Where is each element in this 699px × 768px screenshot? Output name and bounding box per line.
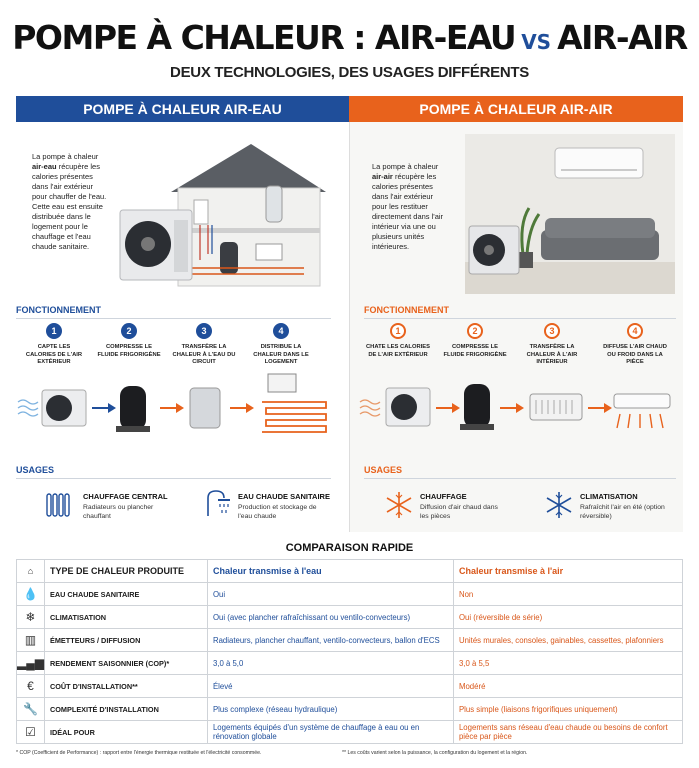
comparison-table	[16, 559, 683, 744]
house-illustration	[116, 130, 336, 290]
air-eau-value: Chaleur transmise à l'eau	[207, 560, 453, 583]
air-eau-value: Élevé	[207, 675, 453, 698]
house-icon: ⌂	[17, 560, 45, 583]
footnote-cost: ** Les coûts varient selon la puissance, la configuration du logement et la région.	[342, 750, 528, 756]
air-eau-description	[32, 152, 110, 252]
air-eau-value: Oui	[207, 583, 453, 606]
air-eau-value: Oui (avec plancher rafraîchissant ou ventilo-convecteurs)	[207, 606, 453, 629]
step-number: 1	[390, 323, 406, 339]
band-air-eau: POMPE À CHALEUR AIR-EAU	[16, 96, 349, 122]
bar-chart-icon: ▂▄▆	[17, 652, 45, 675]
comparison-row	[17, 583, 683, 606]
air-eau-value: Radiateurs, plancher chauffant, ventilo-convecteurs, ballon d'ECS	[207, 629, 453, 652]
title-vs: VS	[521, 30, 552, 54]
panel-air-eau	[16, 122, 349, 532]
step-number: 4	[273, 323, 289, 339]
snowflake-heat-icon	[384, 490, 414, 520]
usage-desc: Radiateurs ou plancher chauffant	[83, 504, 154, 520]
radiator-icon: ▥	[17, 629, 45, 652]
footnote-cop: * COP (Coefficient de Performance) : rapport entre l'énergie thermique restituée et l'électricité consommée.	[16, 750, 262, 756]
air-air-value: Oui (réversible de série)	[453, 606, 682, 629]
usages-heading-left: USAGES	[16, 465, 55, 475]
process-illustration-right	[358, 372, 678, 444]
air-air-value: Plus simple (liaisons frigorifiques uniquement)	[453, 698, 682, 721]
air-air-value: Chaleur transmise à l'air	[453, 560, 682, 583]
row-label: CLIMATISATION	[44, 606, 207, 629]
usage-title: EAU CHAUDE SANITAIRE	[238, 492, 330, 501]
row-label: IDÉAL POUR	[44, 721, 207, 744]
usage-title: CHAUFFAGE	[420, 492, 467, 501]
divider	[364, 318, 676, 319]
fonctionnement-heading-right: FONCTIONNEMENT	[364, 305, 449, 315]
step-label: DIFFUSE L'AIR CHAUD OU FROID DANS LA PIÈCE	[603, 344, 667, 365]
step-number: 2	[121, 323, 137, 339]
usage-desc: Production et stockage de l'eau chaude	[238, 504, 317, 520]
title-part-a: POMPE À CHALEUR : AIR-EAU	[12, 18, 516, 57]
radiator-icon	[44, 490, 74, 520]
step-label: COMPRESSE LE FLUIDE FRIGORIGÈNE	[97, 344, 161, 358]
usages-heading-right: USAGES	[364, 465, 403, 475]
air-air-description	[372, 162, 446, 252]
usage-title: CLIMATISATION	[580, 492, 638, 501]
step-label: COMPRESSE LE FLUIDE FRIGORIGÈNE	[443, 344, 507, 358]
usage-title: CHAUFFAGE CENTRAL	[83, 492, 168, 501]
comparison-title: COMPARAISON RAPIDE	[285, 542, 414, 554]
air-eau-value: Logements équipés d'un système de chauffage à eau ou en rénovation globale	[207, 721, 453, 744]
step-label: TRANSFÈRE LA CHALEUR À L'AIR INTÉRIEUR	[526, 344, 578, 365]
divider	[364, 478, 676, 479]
comparison-row	[17, 629, 683, 652]
page-subtitle: DEUX TECHNOLOGIES, DES USAGES DIFFÉRENTS	[170, 64, 529, 81]
drop-icon: 💧	[17, 583, 45, 606]
comparison-row	[17, 652, 683, 675]
desc-bold: air-eau	[32, 162, 57, 171]
row-label: RENDEMENT SAISONNIER (COP)*	[44, 652, 207, 675]
band-air-air: POMPE À CHALEUR AIR-AIR	[349, 96, 683, 122]
air-air-value: Logements sans réseau d'eau chaude ou besoins de confort pièce par pièce	[453, 721, 682, 744]
desc-text: La pompe à chaleur	[372, 162, 439, 171]
comparison-row	[17, 560, 683, 583]
usage-desc: Diffusion d'air chaud dans les pièces	[420, 504, 498, 520]
snowflake-icon: ❄	[17, 606, 45, 629]
desc-bold: air-air	[372, 172, 393, 181]
panel-air-air	[349, 122, 683, 532]
row-label: COMPLEXITÉ D'INSTALLATION	[44, 698, 207, 721]
divider	[16, 478, 331, 479]
shower-icon	[202, 488, 232, 520]
desc-text-end: récupère les calories présentes dans l'air extérieur pour les restituer directement dans l'air intérieur via une ou plusieurs unités intérieures.	[372, 172, 444, 251]
desc-text-end: récupère les calories présentes dans l'air extérieur pour chauffer de l'eau. Cette eau est ensuite distribuée dans le logement pour le chauffage et l'eau chaude sanitaire.	[32, 162, 107, 251]
row-label: COÛT D'INSTALLATION**	[44, 675, 207, 698]
row-label: TYPE DE CHALEUR PRODUITE	[44, 560, 207, 583]
step-label: TRANSFÈRE LA CHALEUR À L'EAU DU CIRCUIT	[172, 344, 236, 365]
comparison-row	[17, 721, 683, 744]
step-label: CAPTE LES CALORIES DE L'AIR EXTÉRIEUR	[25, 344, 83, 365]
air-air-value: 3,0 à 5,5	[453, 652, 682, 675]
comparison-row	[17, 606, 683, 629]
living-room-illustration	[465, 134, 675, 294]
snowflake-icon	[544, 490, 574, 520]
step-number: 3	[544, 323, 560, 339]
row-label: EAU CHAUDE SANITAIRE	[44, 583, 207, 606]
usage-desc: Rafraîchit l'air en été (option réversible)	[580, 504, 665, 520]
step-number: 4	[627, 323, 643, 339]
comparison-row	[17, 698, 683, 721]
euro-icon: €	[17, 675, 45, 698]
checkbox-icon: ☑	[17, 721, 45, 744]
air-eau-value: 3,0 à 5,0	[207, 652, 453, 675]
step-number: 2	[467, 323, 483, 339]
step-number: 3	[196, 323, 212, 339]
air-air-value: Non	[453, 583, 682, 606]
air-air-value: Unités murales, consoles, gainables, cassettes, plafonniers	[453, 629, 682, 652]
title-part-b: AIR-AIR	[557, 18, 687, 57]
step-number: 1	[46, 323, 62, 339]
air-eau-value: Plus complexe (réseau hydraulique)	[207, 698, 453, 721]
row-label: ÉMETTEURS / DIFFUSION	[44, 629, 207, 652]
divider	[16, 318, 331, 319]
step-label: DISTRIBUE LA CHALEUR DANS LE LOGEMENT	[253, 344, 309, 365]
fonctionnement-heading-left: FONCTIONNEMENT	[16, 305, 101, 315]
air-air-value: Modéré	[453, 675, 682, 698]
step-label: CHATE LES CALORIES DE L'AIR EXTÉRIEUR	[366, 344, 430, 358]
page-title	[0, 18, 699, 57]
wrench-icon: 🔧	[17, 698, 45, 721]
desc-text: La pompe à chaleur	[32, 152, 99, 161]
process-illustration-left	[16, 372, 336, 444]
comparison-row	[17, 675, 683, 698]
